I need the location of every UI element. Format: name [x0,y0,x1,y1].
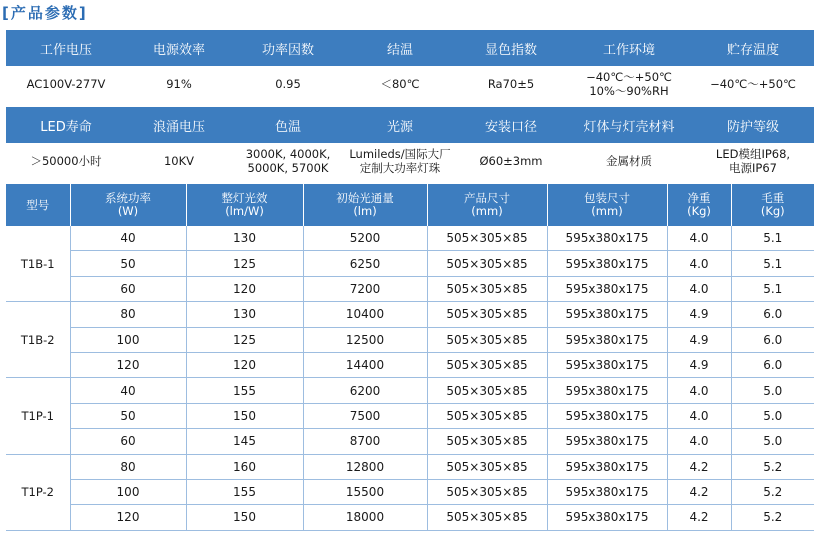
spec-value-row [6,66,814,102]
table-cell: 5.2 [731,454,814,479]
table-cell: 14400 [303,352,427,377]
table-cell: 595x380x175 [547,454,667,479]
column-header-package: 包装尺寸 (mm) [547,184,667,226]
table-cell: 4.9 [667,352,731,377]
table-cell: 5.2 [731,479,814,504]
table-cell: 50 [70,403,186,428]
table-cell: 595x380x175 [547,403,667,428]
spec-value-cell: Lumileds/国际大厂 定制大功率灯珠 [349,147,451,175]
table-row [6,378,814,403]
spec-header-cell: 功率因数 [232,30,344,66]
table-cell: 5.0 [731,378,814,403]
table-cell: 4.2 [667,454,731,479]
table-cell: 6.0 [731,327,814,352]
table-cell: 12800 [303,454,427,479]
table-header-row [6,184,814,226]
table-row [6,276,814,301]
spec-header-cell: 浪涌电压 [126,107,232,143]
spec-header-cell: 色温 [232,107,344,143]
table-cell: 595x380x175 [547,378,667,403]
spec-value-cell: LED模组IP68, 电源IP67 [715,147,791,175]
table-cell: 100 [70,479,186,504]
table-row [6,327,814,352]
table-cell: 505×305×85 [427,378,547,403]
table-cell: 505×305×85 [427,226,547,251]
table-cell: 125 [186,327,303,352]
page-title: [产品参数] [2,4,88,22]
spec-header-cell: 防护等级 [692,107,814,143]
table-cell: 595x380x175 [547,302,667,327]
table-cell: 5.1 [731,276,814,301]
table-cell: 60 [70,429,186,454]
table-cell: 5.0 [731,429,814,454]
column-header-flux: 初始光通量 (lm) [303,184,427,226]
column-header-power: 系统功率 (W) [70,184,186,226]
table-cell: 120 [186,352,303,377]
table-cell: 120 [70,352,186,377]
table-cell: 50 [70,251,186,276]
table-cell: 505×305×85 [427,251,547,276]
product-table [6,184,814,531]
table-cell: 100 [70,327,186,352]
table-cell: 6.0 [731,352,814,377]
table-cell: 130 [186,302,303,327]
spec-value-cell: 3000K, 4000K, 5000K, 5700K [245,147,331,175]
table-cell: 505×305×85 [427,505,547,530]
table-cell: 150 [186,505,303,530]
model-cell: T1P-2 [6,454,70,530]
spec-header-cell: 贮存温度 [692,30,814,66]
table-cell: 40 [70,378,186,403]
table-cell: 4.9 [667,327,731,352]
spec-value-row [6,143,814,179]
table-cell: 18000 [303,505,427,530]
table-cell: 120 [186,276,303,301]
table-cell: 5.2 [731,505,814,530]
spec-value-cell: −40℃～+50℃ [710,77,796,91]
spec-value-cell: 金属材质 [606,154,652,168]
table-cell: 505×305×85 [427,403,547,428]
column-header-net-weight: 净重 (Kg) [667,184,731,226]
model-cell: T1B-2 [6,302,70,378]
table-row [6,352,814,377]
spec-value-cell: 0.95 [275,77,301,91]
spec-value-cell: 10KV [163,154,195,168]
table-cell: 4.0 [667,378,731,403]
spec-header-cell: LED寿命 [6,107,126,143]
spec-header-cell: 安装口径 [456,107,566,143]
table-cell: 7200 [303,276,427,301]
table-cell: 40 [70,226,186,251]
table-cell: 595x380x175 [547,505,667,530]
table-cell: 4.0 [667,226,731,251]
table-cell: 505×305×85 [427,276,547,301]
table-cell: 505×305×85 [427,352,547,377]
spec-header-cell: 工作电压 [6,30,126,66]
table-row [6,403,814,428]
table-cell: 4.2 [667,505,731,530]
table-cell: 595x380x175 [547,479,667,504]
table-cell: 5200 [303,226,427,251]
spec-table-2 [6,107,814,179]
table-cell: 80 [70,454,186,479]
spec-header-cell: 电源效率 [126,30,232,66]
spec-header-cell: 灯体与灯壳材料 [566,107,692,143]
table-cell: 505×305×85 [427,454,547,479]
table-row [6,429,814,454]
model-cell: T1B-1 [6,226,70,302]
spec-header-cell: 结温 [344,30,456,66]
table-cell: 4.0 [667,276,731,301]
table-cell: 80 [70,302,186,327]
table-cell: 4.9 [667,302,731,327]
table-cell: 505×305×85 [427,429,547,454]
table-cell: 5.1 [731,226,814,251]
spec-value-cell: −40℃～+50℃ 10%～90%RH [586,70,672,98]
table-cell: 150 [186,403,303,428]
table-row [6,302,814,327]
table-cell: 595x380x175 [547,226,667,251]
table-cell: 595x380x175 [547,276,667,301]
column-header-model: 型号 [6,184,70,226]
model-cell: T1P-1 [6,378,70,454]
table-cell: 595x380x175 [547,251,667,276]
table-cell: 145 [186,429,303,454]
spec-header-cell: 光源 [344,107,456,143]
table-cell: 4.0 [667,403,731,428]
table-cell: 505×305×85 [427,479,547,504]
table-cell: 10400 [303,302,427,327]
table-cell: 7500 [303,403,427,428]
table-row [6,479,814,504]
table-cell: 8700 [303,429,427,454]
table-cell: 5.1 [731,251,814,276]
spec-header-row [6,30,814,66]
table-cell: 155 [186,479,303,504]
spec-table-1 [6,30,814,102]
spec-value-cell: 91% [166,77,192,91]
table-cell: 595x380x175 [547,327,667,352]
table-row [6,505,814,530]
table-cell: 6200 [303,378,427,403]
spec-value-cell: Ø60±3mm [479,154,543,168]
spec-header-row [6,107,814,143]
spec-value-cell: ＞50000小时 [30,154,102,168]
table-cell: 595x380x175 [547,429,667,454]
spec-value-cell: AC100V-277V [26,77,106,91]
table-cell: 6250 [303,251,427,276]
table-cell: 12500 [303,327,427,352]
spec-value-cell: Ra70±5 [487,77,535,91]
table-cell: 160 [186,454,303,479]
table-cell: 60 [70,276,186,301]
table-cell: 15500 [303,479,427,504]
table-cell: 4.2 [667,479,731,504]
table-body [6,226,814,530]
table-cell: 505×305×85 [427,302,547,327]
table-cell: 6.0 [731,302,814,327]
table-cell: 595x380x175 [547,352,667,377]
table-cell: 120 [70,505,186,530]
table-cell: 130 [186,226,303,251]
table-row [6,454,814,479]
column-header-size: 产品尺寸 (mm) [427,184,547,226]
spec-header-cell: 工作环境 [566,30,692,66]
table-cell: 155 [186,378,303,403]
table-cell: 4.0 [667,429,731,454]
table-cell: 505×305×85 [427,327,547,352]
column-header-gross-weight: 毛重 (Kg) [731,184,814,226]
table-row [6,226,814,251]
table-cell: 125 [186,251,303,276]
table-row [6,251,814,276]
table-cell: 5.0 [731,403,814,428]
spec-value-cell: ＜80℃ [380,77,420,91]
table-cell: 4.0 [667,251,731,276]
column-header-efficacy: 整灯光效 (lm/W) [186,184,303,226]
spec-header-cell: 显色指数 [456,30,566,66]
